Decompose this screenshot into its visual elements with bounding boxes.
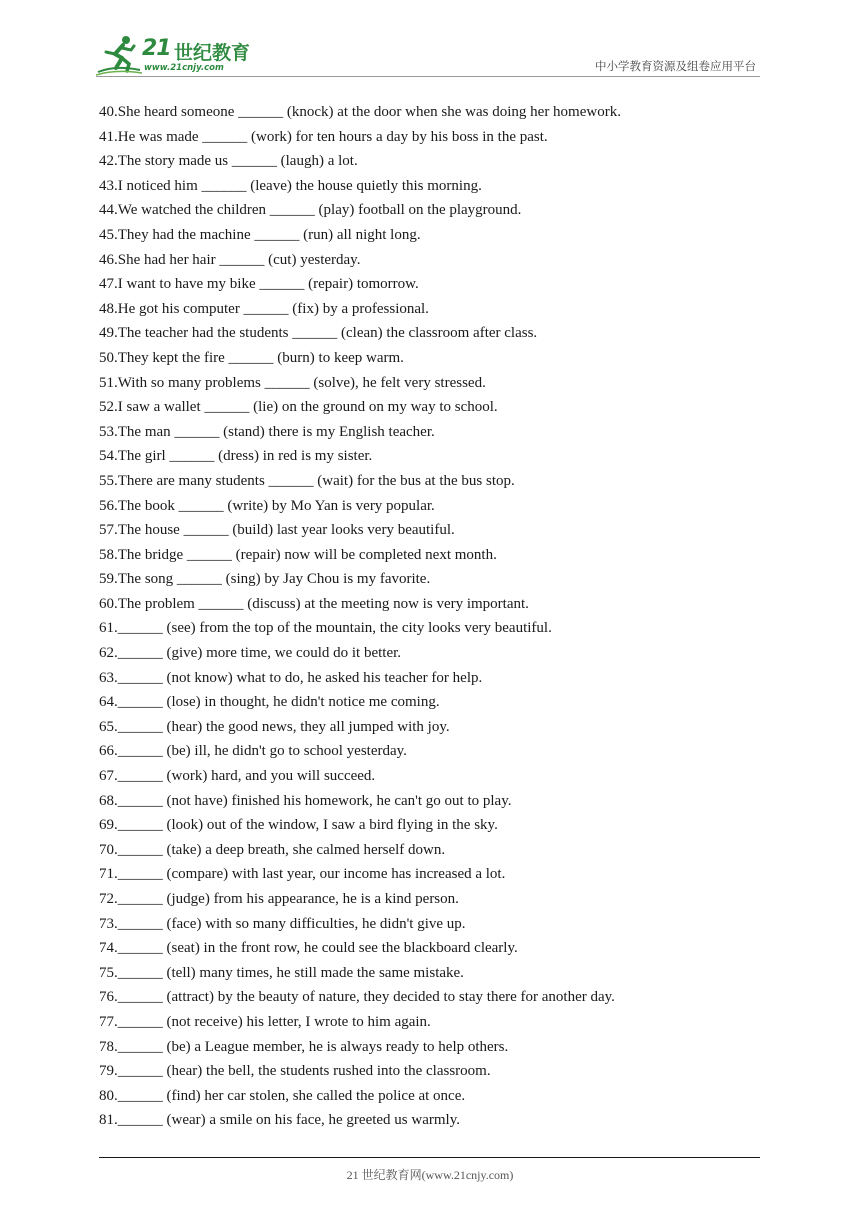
question-item: 52.I saw a wallet ______ (lie) on the ground on my way to school. (99, 399, 498, 416)
logo-number: 21 (142, 36, 171, 61)
question-item: 71.______ (compare) with last year, our income has increased a lot. (99, 866, 506, 883)
question-item: 46.She had her hair ______ (cut) yesterday. (99, 251, 361, 268)
question-item: 61.______ (see) from the top of the mountain, the city looks very beautiful. (99, 620, 552, 637)
question-item: 63.______ (not know) what to do, he asked his teacher for help. (99, 669, 483, 686)
question-item: 76.______ (attract) by the beauty of nature, they decided to stay there for another day. (99, 989, 615, 1006)
runner-icon (96, 34, 142, 76)
question-item: 59.The song ______ (sing) by Jay Chou is my favorite. (99, 571, 431, 588)
question-item: 75.______ (tell) many times, he still made the same mistake. (99, 964, 464, 981)
question-item: 57.The house ______ (build) last year looks very beautiful. (99, 522, 455, 539)
question-item: 45.They had the machine ______ (run) all night long. (99, 226, 421, 243)
question-item: 43.I noticed him ______ (leave) the house quietly this morning. (99, 177, 482, 194)
question-item: 64.______ (lose) in thought, he didn't notice me coming. (99, 694, 440, 711)
question-item: 41.He was made ______ (work) for ten hours a day by his boss in the past. (99, 128, 548, 145)
question-item: 80.______ (find) her car stolen, she called the police at once. (99, 1087, 466, 1104)
question-item: 47.I want to have my bike ______ (repair) tomorrow. (99, 276, 419, 293)
question-item: 60.The problem ______ (discuss) at the meeting now is very important. (99, 595, 529, 612)
question-item: 67.______ (work) hard, and you will succeed. (99, 768, 376, 785)
question-item: 74.______ (seat) in the front row, he could see the blackboard clearly. (99, 940, 518, 957)
question-item: 53.The man ______ (stand) there is my English teacher. (99, 423, 435, 440)
question-item: 58.The bridge ______ (repair) now will be completed next month. (99, 546, 497, 563)
question-item: 54.The girl ______ (dress) in red is my sister. (99, 448, 373, 465)
question-item: 70.______ (take) a deep breath, she calmed herself down. (99, 841, 446, 858)
question-item: 51.With so many problems ______ (solve), he felt very stressed. (99, 374, 486, 391)
logo-url: www.21cnjy.com (144, 63, 224, 73)
site-logo (96, 34, 266, 76)
footer-divider (99, 1157, 760, 1158)
question-item: 69.______ (look) out of the window, I saw a bird flying in the sky. (99, 817, 498, 834)
question-item: 78.______ (be) a League member, he is always ready to help others. (99, 1038, 509, 1055)
question-item: 40.She heard someone ______ (knock) at the door when she was doing her homework. (99, 104, 621, 120)
question-item: 50.They kept the fire ______ (burn) to keep warm. (99, 349, 404, 366)
question-item: 56.The book ______ (write) by Mo Yan is very popular. (99, 497, 435, 514)
page-header (96, 34, 760, 78)
platform-text: 中小学教育资源及组卷应用平台 (595, 59, 756, 73)
question-item: 79.______ (hear) the bell, the students rushed into the classroom. (99, 1063, 491, 1080)
question-item: 62.______ (give) more time, we could do it better. (99, 645, 402, 662)
question-item: 66.______ (be) ill, he didn't go to school yesterday. (99, 743, 407, 760)
question-item: 81.______ (wear) a smile on his face, he greeted us warmly. (99, 1112, 460, 1129)
question-item: 72.______ (judge) from his appearance, he is a kind person. (99, 891, 459, 907)
question-list (99, 100, 621, 1133)
question-item: 73.______ (face) with so many difficulties, he didn't give up. (99, 915, 466, 932)
question-item: 44.We watched the children ______ (play) football on the playground. (99, 202, 522, 219)
question-item: 68.______ (not have) finished his homework, he can't go out to play. (99, 792, 512, 809)
header-divider (96, 76, 760, 77)
question-item: 49.The teacher had the students ______ (clean) the classroom after class. (99, 325, 538, 342)
question-item: 77.______ (not receive) his letter, I wrote to him again. (99, 1013, 431, 1030)
question-item: 42.The story made us ______ (laugh) a lot. (99, 153, 358, 170)
question-item: 48.He got his computer ______ (fix) by a professional. (99, 300, 429, 317)
question-item: 65.______ (hear) the good news, they all jumped with joy. (99, 718, 450, 735)
logo-name: 世纪教育 (174, 42, 251, 64)
footer-text: 21 世纪教育网(www.21cnjy.com) (346, 1168, 514, 1182)
question-item: 55.There are many students ______ (wait) for the bus at the bus stop. (99, 472, 515, 489)
